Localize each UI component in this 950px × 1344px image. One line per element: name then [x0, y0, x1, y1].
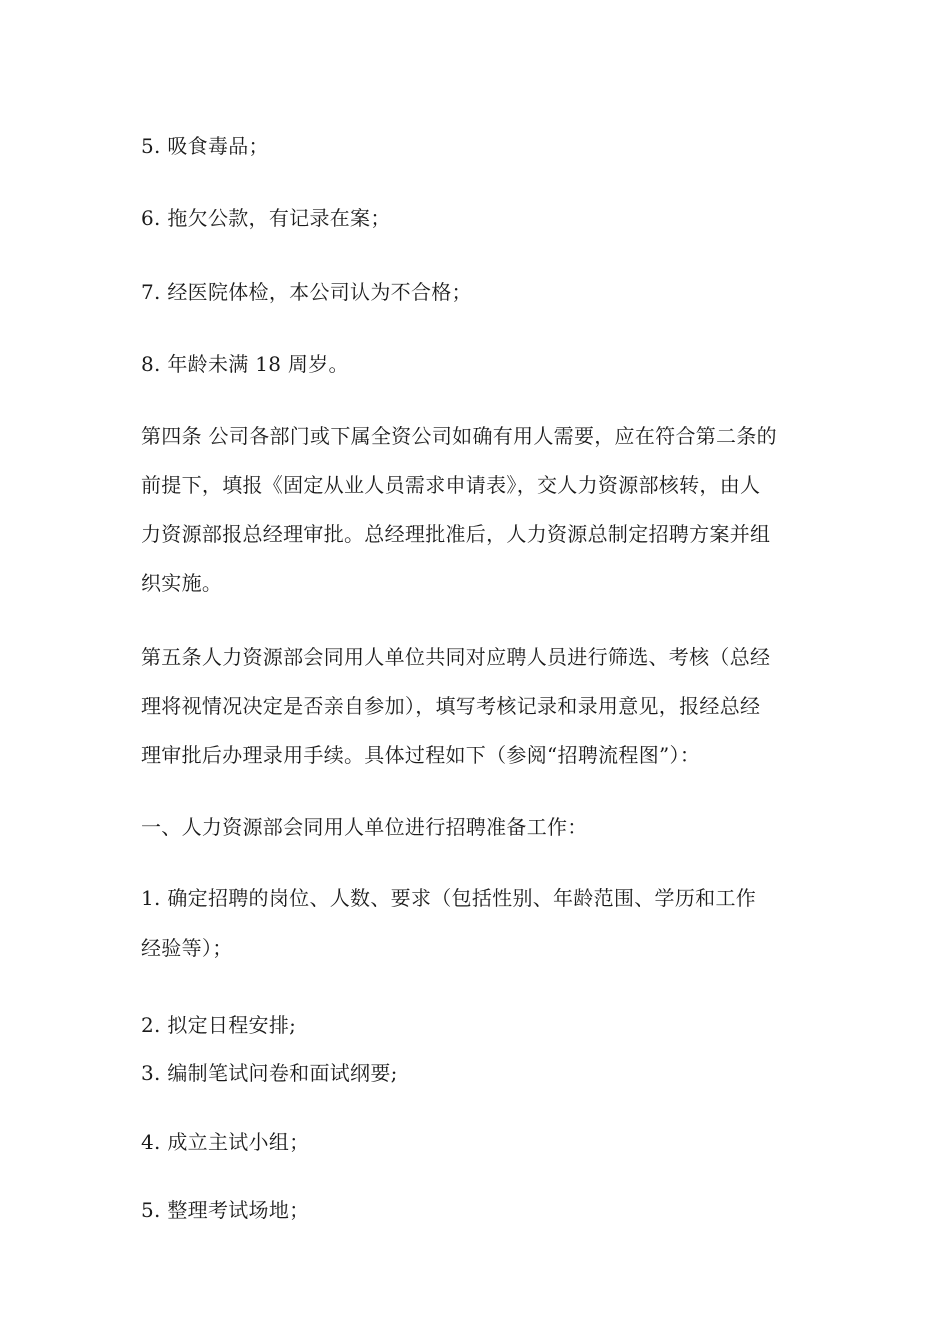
list-item-5-drug-use: 5. 吸食毒品；: [141, 134, 269, 158]
prep-item-3: 3. 编制笔试问卷和面试纲要;: [141, 1061, 398, 1085]
list-item-6-embezzlement: 6. 拖欠公款，有记录在案；: [141, 206, 391, 230]
article-5-line-3: 理审批后办理录用手续。具体过程如下（参阅“招聘流程图”）：: [141, 743, 701, 767]
article-4-line-2: 前提下，填报《固定从业人员需求申请表》，交人力资源部核转，由人: [141, 473, 761, 497]
article-4-line-4: 织实施。: [141, 571, 223, 595]
prep-item-2: 2. 拟定日程安排;: [141, 1013, 297, 1037]
section-heading-preparation: 一、人力资源部会同用人单位进行招聘准备工作：: [141, 815, 588, 839]
list-item-7-medical-exam: 7. 经医院体检，本公司认为不合格；: [141, 280, 472, 304]
prep-item-1-line-2: 经验等）；: [141, 936, 233, 960]
prep-item-4: 4. 成立主试小组；: [141, 1130, 310, 1154]
article-4-line-1: 第四条 公司各部门或下属全资公司如确有用人需要，应在符合第二条的: [141, 424, 777, 448]
list-item-8-age: 8. 年龄未满 18 周岁。: [141, 352, 349, 376]
prep-item-5: 5. 整理考试场地；: [141, 1198, 310, 1222]
article-5-line-1: 第五条人力资源部会同用人单位共同对应聘人员进行筛选、考核（总经: [141, 645, 771, 669]
prep-item-1-line-1: 1. 确定招聘的岗位、人数、要求（包括性别、年龄范围、学历和工作: [141, 886, 757, 910]
article-4-line-3: 力资源部报总经理审批。总经理批准后，人力资源总制定招聘方案并组: [141, 522, 771, 546]
article-5-line-2: 理将视情况决定是否亲自参加），填写考核记录和录用意见，报经总经: [141, 694, 761, 718]
